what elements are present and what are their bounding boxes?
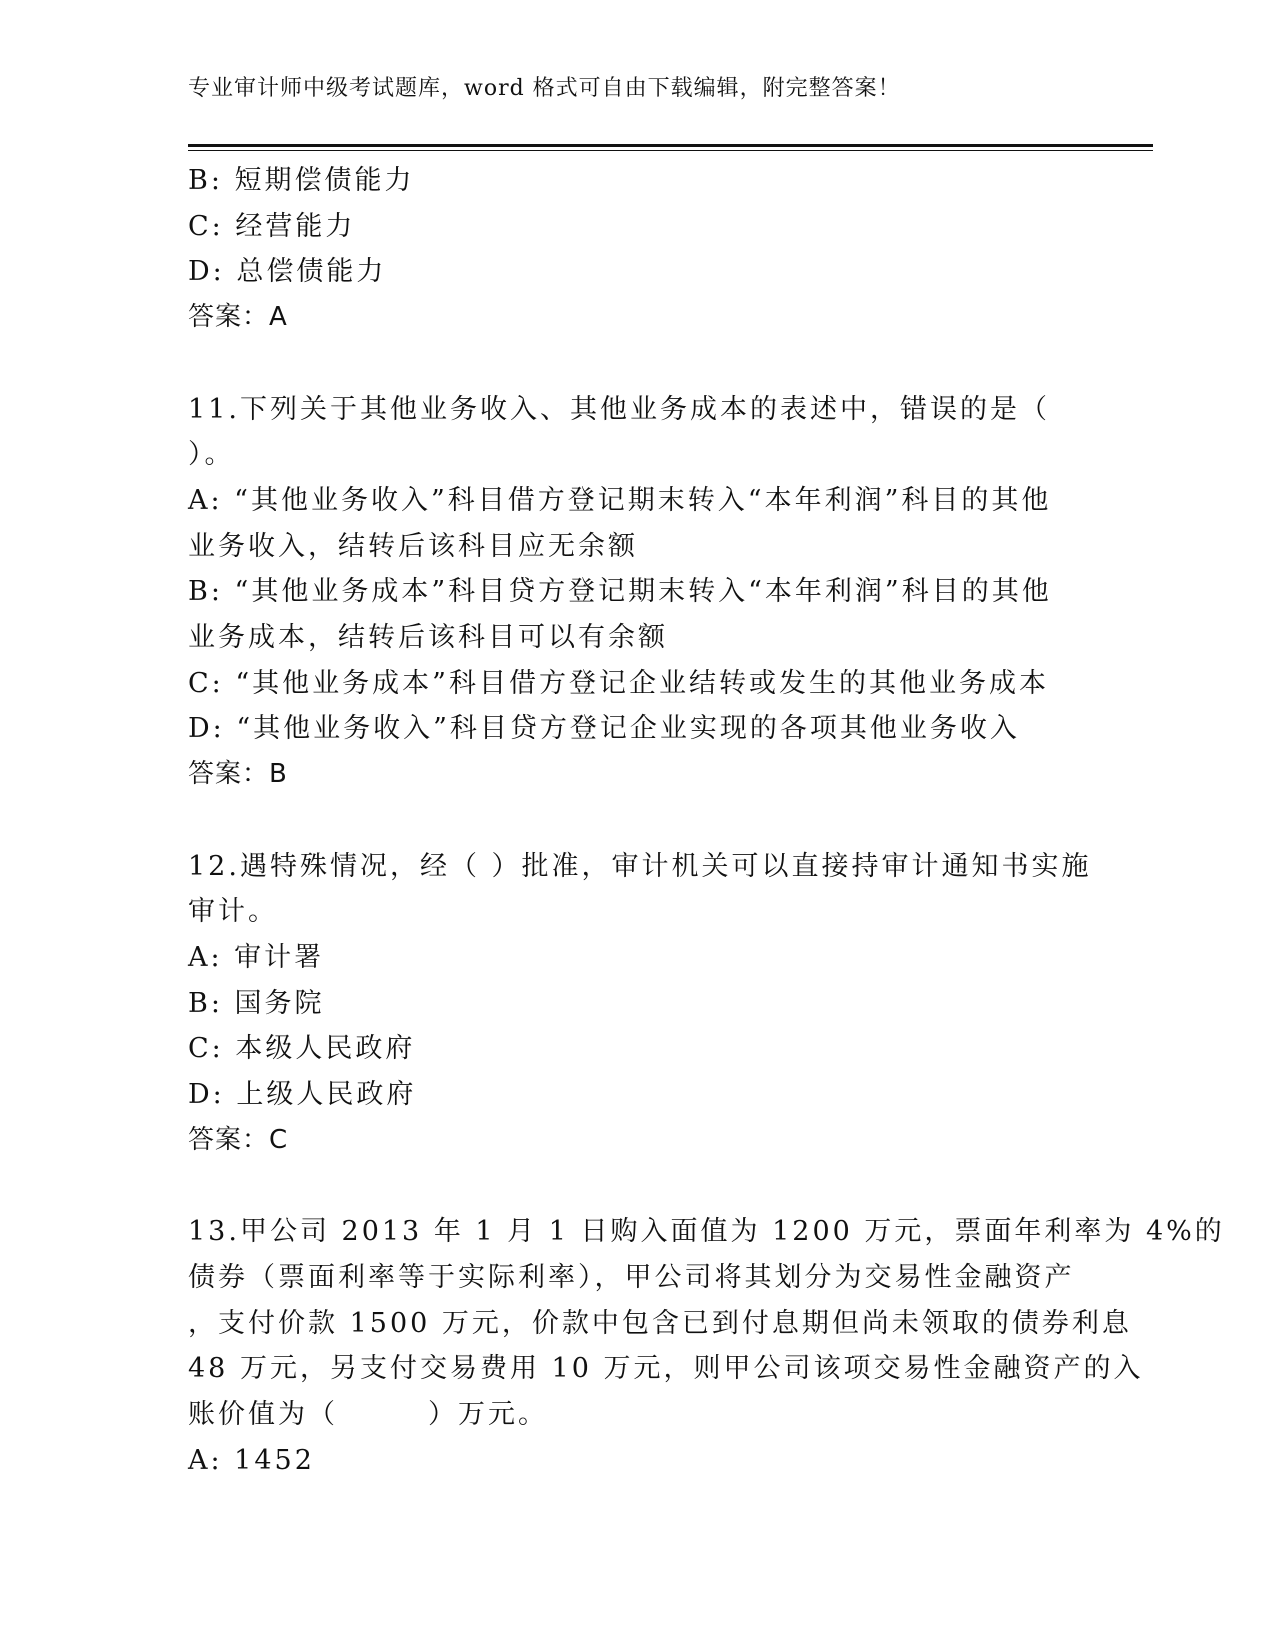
text-line: D: “其他业务收入”科目贷方登记企业实现的各项其他业务收入 <box>188 713 1020 745</box>
answer-line: 答案：B <box>188 759 288 790</box>
text-line: C: “其他业务成本”科目借方登记企业结转或发生的其他业务成本 <box>188 667 1049 699</box>
text-line: ）。 <box>188 439 235 471</box>
paragraph-gap <box>188 798 1088 844</box>
text-line: B: “其他业务成本”科目贷方登记期末转入“本年利润”科目的其他 <box>188 576 1052 608</box>
text-line: 48 万元，另支付交易费用 10 万元，则甲公司该项交易性金融资产的入 <box>188 1353 1144 1385</box>
text-line: 账价值为（ ）万元。 <box>188 1398 548 1430</box>
question-content <box>188 158 1225 1483</box>
text-line: 业务收入，结转后该科目应无余额 <box>188 530 638 562</box>
answer-line: 答案：C <box>188 1124 289 1155</box>
text-line: D: 上级人民政府 <box>188 1079 417 1111</box>
text-line: 11.下列关于其他业务收入、其他业务成本的表述中，错误的是（ <box>188 393 1050 425</box>
text-line: A: 审计署 <box>188 941 325 973</box>
text-line: B: 短期偿债能力 <box>188 165 415 196</box>
paragraph-gap <box>188 341 1088 387</box>
text-line: A: 1452 <box>188 1444 315 1476</box>
text-line: 13.甲公司 2013 年 1 月 1 日购入面值为 1200 万元，票面年利率为 4%的 <box>188 1216 1225 1248</box>
page-header: 专业审计师中级考试题库，word 格式可自由下载编辑，附完整答案！ <box>188 76 901 101</box>
text-line: A: “其他业务收入”科目借方登记期末转入“本年利润”科目的其他 <box>188 484 1052 516</box>
text-line: B: 国务院 <box>188 987 325 1019</box>
header-rule-thick <box>188 144 1153 147</box>
text-line: ，支付价款 1500 万元，价款中包含已到付息期但尚未领取的债券利息 <box>188 1307 1132 1339</box>
text-line: C: 经营能力 <box>188 210 356 242</box>
header-rule-thin <box>188 150 1153 151</box>
text-line: D: 总偿债能力 <box>188 256 387 288</box>
text-line: 业务成本，结转后该科目可以有余额 <box>188 622 668 654</box>
text-line: C: 本级人民政府 <box>188 1033 416 1065</box>
text-line: 审计。 <box>188 896 278 928</box>
text-line: 债券（票面利率等于实际利率），甲公司将其划分为交易性金融资产 <box>188 1261 1075 1293</box>
text-line: 12.遇特殊情况，经（ ）批准，审计机关可以直接持审计通知书实施 <box>188 850 1092 882</box>
paragraph-gap <box>188 1163 1088 1209</box>
answer-line: 答案：A <box>188 302 288 333</box>
